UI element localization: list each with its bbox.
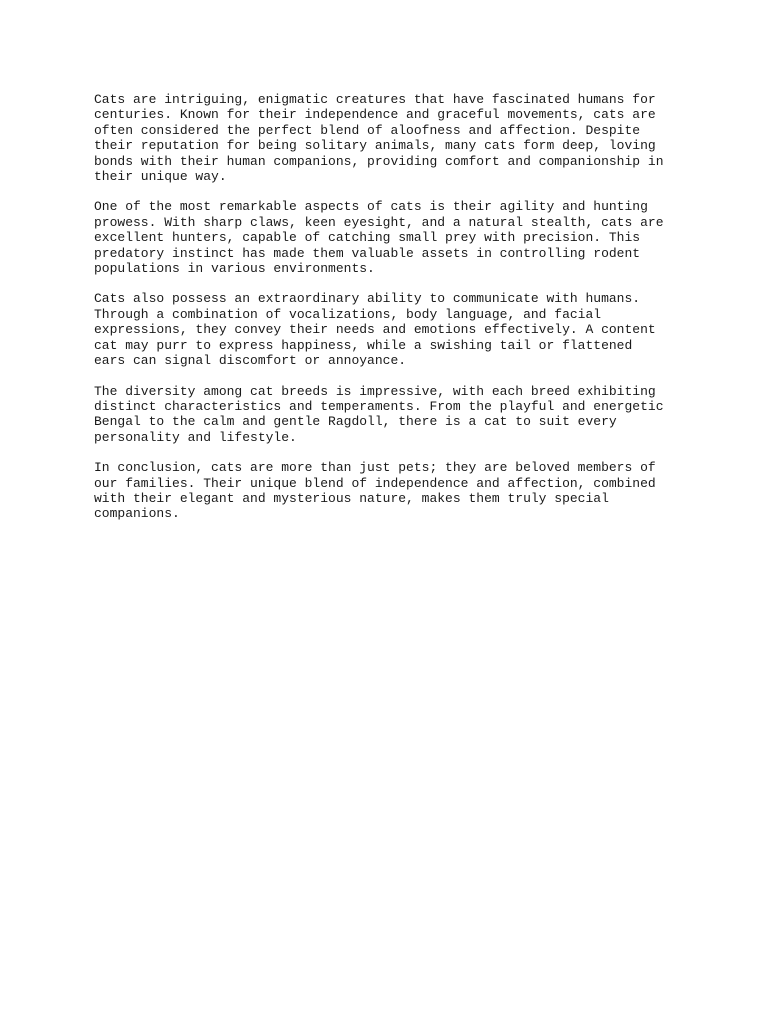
document-body [94,92,694,537]
text-line: their unique way. [94,169,227,185]
paragraph-communication [94,291,694,368]
text-line: Through a combination of vocalizations, body language, and facial [94,306,602,322]
text-line: companions. [94,506,180,522]
text-line: expressions, they convey their needs and emotions effectively. A content [94,322,656,338]
text-line: often considered the perfect blend of aloofness and affection. Despite [94,122,641,138]
text-line: In conclusion, cats are more than just pets; they are beloved members of [94,460,656,476]
text-line: excellent hunters, capable of catching small prey with precision. This [94,230,641,246]
paragraph-conclusion [94,460,694,522]
text-line: their reputation for being solitary animals, many cats form deep, loving [94,138,656,154]
text-line: distinct characteristics and temperaments. From the playful and energetic [94,398,664,414]
text-line: populations in various environments. [94,261,375,277]
text-line: ears can signal discomfort or annoyance. [94,353,407,369]
paragraph-intro [94,92,694,184]
text-line: Cats are intriguing, enigmatic creatures that have fascinated humans for [94,92,656,107]
text-line: our families. Their unique blend of independence and affection, combined [94,475,656,491]
text-line: cat may purr to express happiness, while a swishing tail or flattened [94,337,633,353]
paragraph-hunting [94,199,694,276]
text-line: bonds with their human companions, providing comfort and companionship in [94,153,664,169]
text-line: One of the most remarkable aspects of cats is their agility and hunting [94,199,648,215]
text-line: predatory instinct has made them valuable assets in controlling rodent [94,245,641,261]
paragraph-breeds [94,384,694,446]
text-line: with their elegant and mysterious nature, makes them truly special [94,490,609,506]
text-line: centuries. Known for their independence and graceful movements, cats are [94,107,656,123]
text-line: personality and lifestyle. [94,429,297,445]
text-line: Bengal to the calm and gentle Ragdoll, there is a cat to suit every [94,414,617,430]
text-line: prowess. With sharp claws, keen eyesight, and a natural stealth, cats are [94,214,664,230]
text-line: Cats also possess an extraordinary ability to communicate with humans. [94,291,641,307]
text-line: The diversity among cat breeds is impressive, with each breed exhibiting [94,383,656,399]
